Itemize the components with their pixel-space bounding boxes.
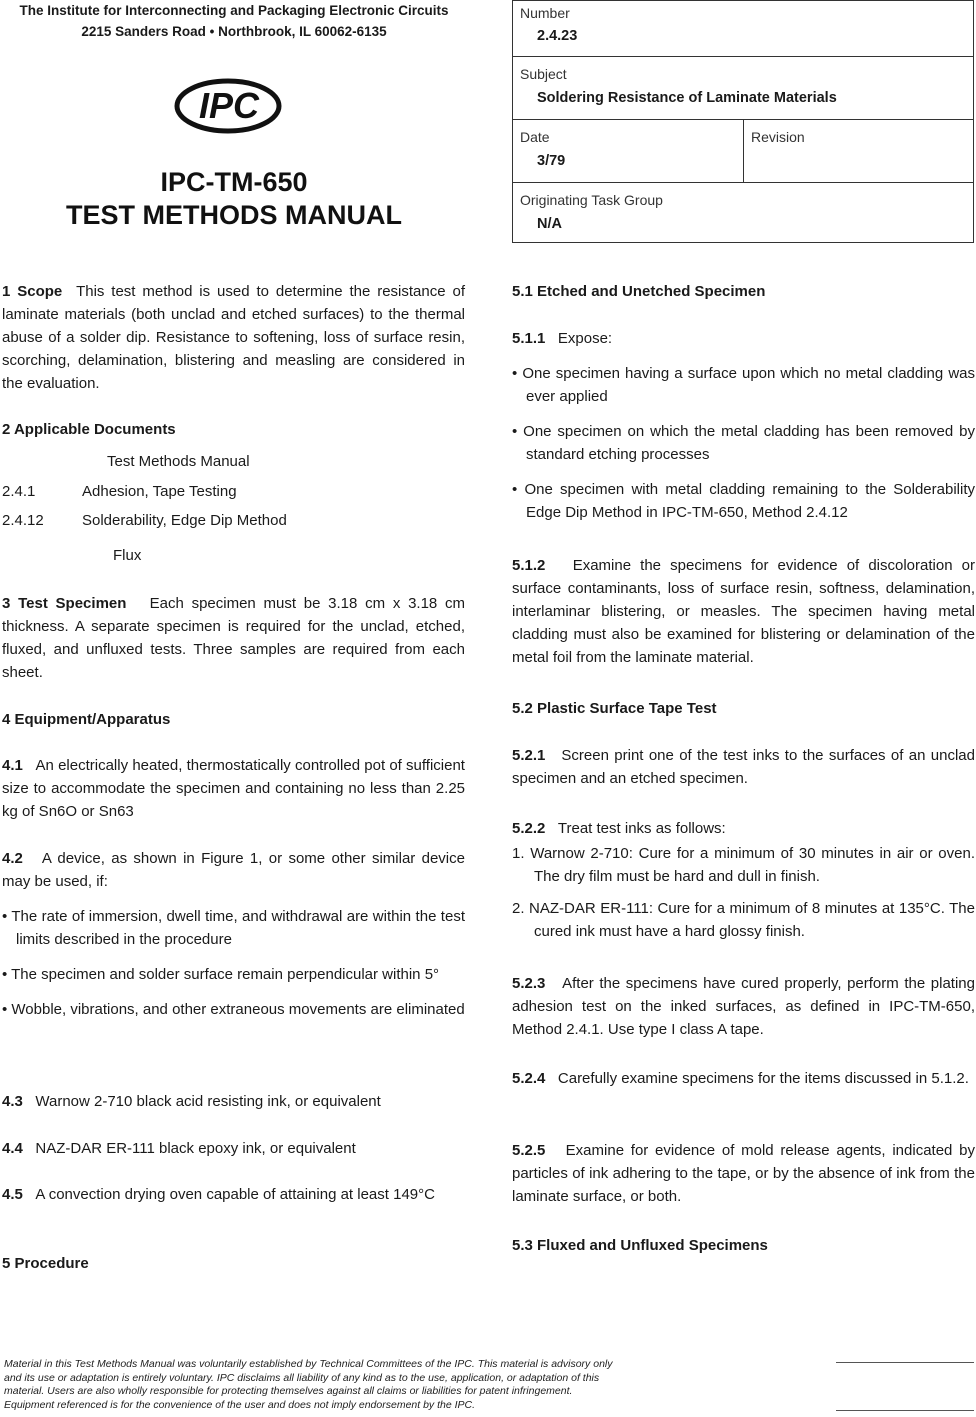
section-number: 4.1 <box>2 757 23 774</box>
section-heading: 5.2 Plastic Surface Tape Test <box>512 700 717 717</box>
paragraph-5-2-4 <box>512 1067 975 1090</box>
task-group-label: Originating Task Group <box>520 192 663 208</box>
paragraph-4-4 <box>2 1137 465 1160</box>
section-number: 5.2.2 <box>512 820 546 837</box>
numbered-item: 1. Warnow 2-710: Cure for a minimum of 30 minutes in air or oven. The dry film must be hard and dull in finish. <box>512 845 975 885</box>
disclaimer-line: Material in this Test Methods Manual was voluntarily established by Technical Committees of the IPC. This material is advisory only <box>4 1358 613 1370</box>
section-text: Warnow 2-710 black acid resisting ink, or equivalent <box>35 1093 381 1110</box>
section-heading: 2 Applicable Documents <box>2 421 176 438</box>
task-group-row <box>513 182 973 242</box>
bullet-item: • One specimen on which the metal cladding has been removed by standard etching processes <box>512 423 975 463</box>
section-text: Examine the specimens for evidence of discoloration or surface contaminants, loss of surface resin, softness, delamination, interlaminar blistering, or measles. The specimen having metal cladding must also be examined for blistering or delamination of the metal foil from the laminate material. <box>512 557 975 666</box>
docs-flux: Flux <box>113 547 142 564</box>
section-5-1 <box>512 280 975 303</box>
doc-title: Solderability, Edge Dip Method <box>82 512 287 529</box>
number-row <box>513 1 973 57</box>
paragraph-4-3 <box>2 1090 465 1113</box>
section-number: 4.3 <box>2 1093 23 1110</box>
footer-rule <box>836 1362 974 1363</box>
section-5-2 <box>512 697 975 720</box>
institute-name: The Institute for Interconnecting and Packaging Electronic Circuits <box>19 3 449 18</box>
section-heading: 1 Scope <box>2 283 63 300</box>
section-number: 4.5 <box>2 1186 23 1203</box>
paragraph-5-1-2 <box>512 554 975 669</box>
section-heading: 4 Equipment/Apparatus <box>2 711 171 728</box>
section-text: NAZ-DAR ER-111 black epoxy ink, or equivalent <box>35 1140 356 1157</box>
disclaimer-line: material. Users are also wholly responsible for protecting themselves against all claims or liabilities for patent infringement. <box>4 1385 573 1397</box>
number-label: Number <box>520 5 570 21</box>
paragraph-5-2-5 <box>512 1139 975 1208</box>
section-heading: 5 Procedure <box>2 1255 89 1272</box>
paragraph-4-2 <box>2 847 465 1021</box>
section-number: 5.2.5 <box>512 1142 546 1159</box>
disclaimer-footer <box>4 1358 704 1412</box>
section-number: 5.1.1 <box>512 330 546 347</box>
applicable-documents-section <box>2 418 465 441</box>
bullet-item: • One specimen with metal cladding remaining to the Solderability Edge Dip Method in IPC-TM-650, Method 2.4.12 <box>512 481 975 521</box>
section-text: Each specimen must be 3.18 cm x 3.18 cm thickness. A separate specimen is required for the unclad, etched, fluxed, and unfluxed tests. Three samples are required from each sheet. <box>2 595 465 681</box>
section-number: 5.2.1 <box>512 747 546 764</box>
bullet-item: • Wobble, vibrations, and other extraneous movements are eliminated <box>2 1001 465 1018</box>
section-text: After the specimens have cured properly, perform the plating adhesion test on the inked surfaces, as defined in IPC-TM-650, Method 2.4.1. Use type I class A tape. <box>512 975 975 1038</box>
paragraph-4-5 <box>2 1183 465 1206</box>
manual-title <box>0 166 468 232</box>
bullet-item: • The rate of immersion, dwell time, and withdrawal are within the test limits described in the procedure <box>2 908 465 948</box>
section-heading: 3 Test Specimen <box>2 595 127 612</box>
paragraph-5-2-3 <box>512 972 975 1041</box>
procedure-section <box>2 1252 465 1275</box>
section-text: Examine for evidence of mold release agents, indicated by particles of ink adhering to the tape, or by the absence of ink from the laminate surface, or both. <box>512 1142 975 1205</box>
section-text: Screen print one of the test inks to the surfaces of an unclad specimen and an etched specimen. <box>512 747 975 787</box>
manual-title-line1: IPC-TM-650 <box>160 167 308 197</box>
section-text: A device, as shown in Figure 1, or some other similar device may be used, if: <box>2 850 465 890</box>
section-text: An electrically heated, thermostatically controlled pot of sufficient size to accommodate the specimen and containing no less than 2.25 kg of Sn6O or Sn63 <box>2 757 465 820</box>
section-number: 5.2.3 <box>512 975 546 992</box>
subject-value: Soldering Resistance of Laminate Materials <box>537 90 837 106</box>
scope-section <box>2 280 465 395</box>
doc-number: 2.4.12 <box>2 512 44 529</box>
bullet-item: • One specimen having a surface upon which no metal cladding was ever applied <box>512 365 975 405</box>
section-number: 5.1.2 <box>512 557 546 574</box>
paragraph-5-2-1 <box>512 744 975 790</box>
section-number: 4.2 <box>2 850 23 867</box>
revision-label: Revision <box>751 129 805 145</box>
number-value: 2.4.23 <box>537 28 578 44</box>
institute-address: 2215 Sanders Road • Northbrook, IL 60062-6135 <box>81 24 387 39</box>
subject-label: Subject <box>520 66 567 82</box>
footer-rule <box>836 1410 974 1411</box>
institute-header <box>0 0 468 42</box>
subject-row <box>513 56 973 120</box>
paragraph-4-1 <box>2 754 465 823</box>
ipc-logo <box>174 78 282 134</box>
numbered-item: 2. NAZ-DAR ER-111: Cure for a minimum of 8 minutes at 135°C. The cured ink must have a hard glossy finish. <box>512 900 975 940</box>
section-text: Treat test inks as follows: <box>557 820 726 837</box>
test-specimen-section <box>2 592 465 684</box>
section-number: 4.4 <box>2 1140 23 1157</box>
section-text: Carefully examine specimens for the items discussed in 5.1.2. <box>557 1070 969 1087</box>
date-value: 3/79 <box>537 153 566 169</box>
ipc-logo-text: IPC <box>198 85 260 126</box>
section-number: 5.2.4 <box>512 1070 546 1087</box>
section-text: Expose: <box>557 330 613 347</box>
section-heading: 5.3 Fluxed and Unfluxed Specimens <box>512 1237 768 1254</box>
equipment-section <box>2 708 465 731</box>
task-group-value: N/A <box>537 216 562 232</box>
date-revision-divider <box>743 119 744 182</box>
doc-title: Adhesion, Tape Testing <box>82 483 237 500</box>
section-5-3 <box>512 1234 975 1257</box>
date-label: Date <box>520 129 550 145</box>
section-text: A convection drying oven capable of attaining at least 149°C <box>35 1186 435 1203</box>
section-text: This test method is used to determine the resistance of laminate materials (both unclad and etched surfaces) to the thermal abuse of a solder dip. Resistance to softening, loss of surface resin, scorching, delamination, blistering and measling are considered in the evaluation. <box>2 283 465 392</box>
paragraph-5-2-2 <box>512 817 975 943</box>
section-heading: 5.1 Etched and Unetched Specimen <box>512 283 766 300</box>
doc-number: 2.4.1 <box>2 483 36 500</box>
disclaimer-line: and its use or adaptation is entirely voluntary. IPC disclaims all liability of any kind as to the use, application, or adaptation of this <box>4 1371 600 1384</box>
docs-heading: Test Methods Manual <box>107 453 250 470</box>
manual-title-line2: TEST METHODS MANUAL <box>66 200 402 230</box>
disclaimer-line: Equipment referenced is for the convenience of the user and does not imply endorsement by the IPC. <box>4 1398 476 1411</box>
paragraph-5-1-1 <box>512 327 975 524</box>
bullet-item: • The specimen and solder surface remain perpendicular within 5° <box>2 966 440 983</box>
document-info-box <box>512 0 974 243</box>
